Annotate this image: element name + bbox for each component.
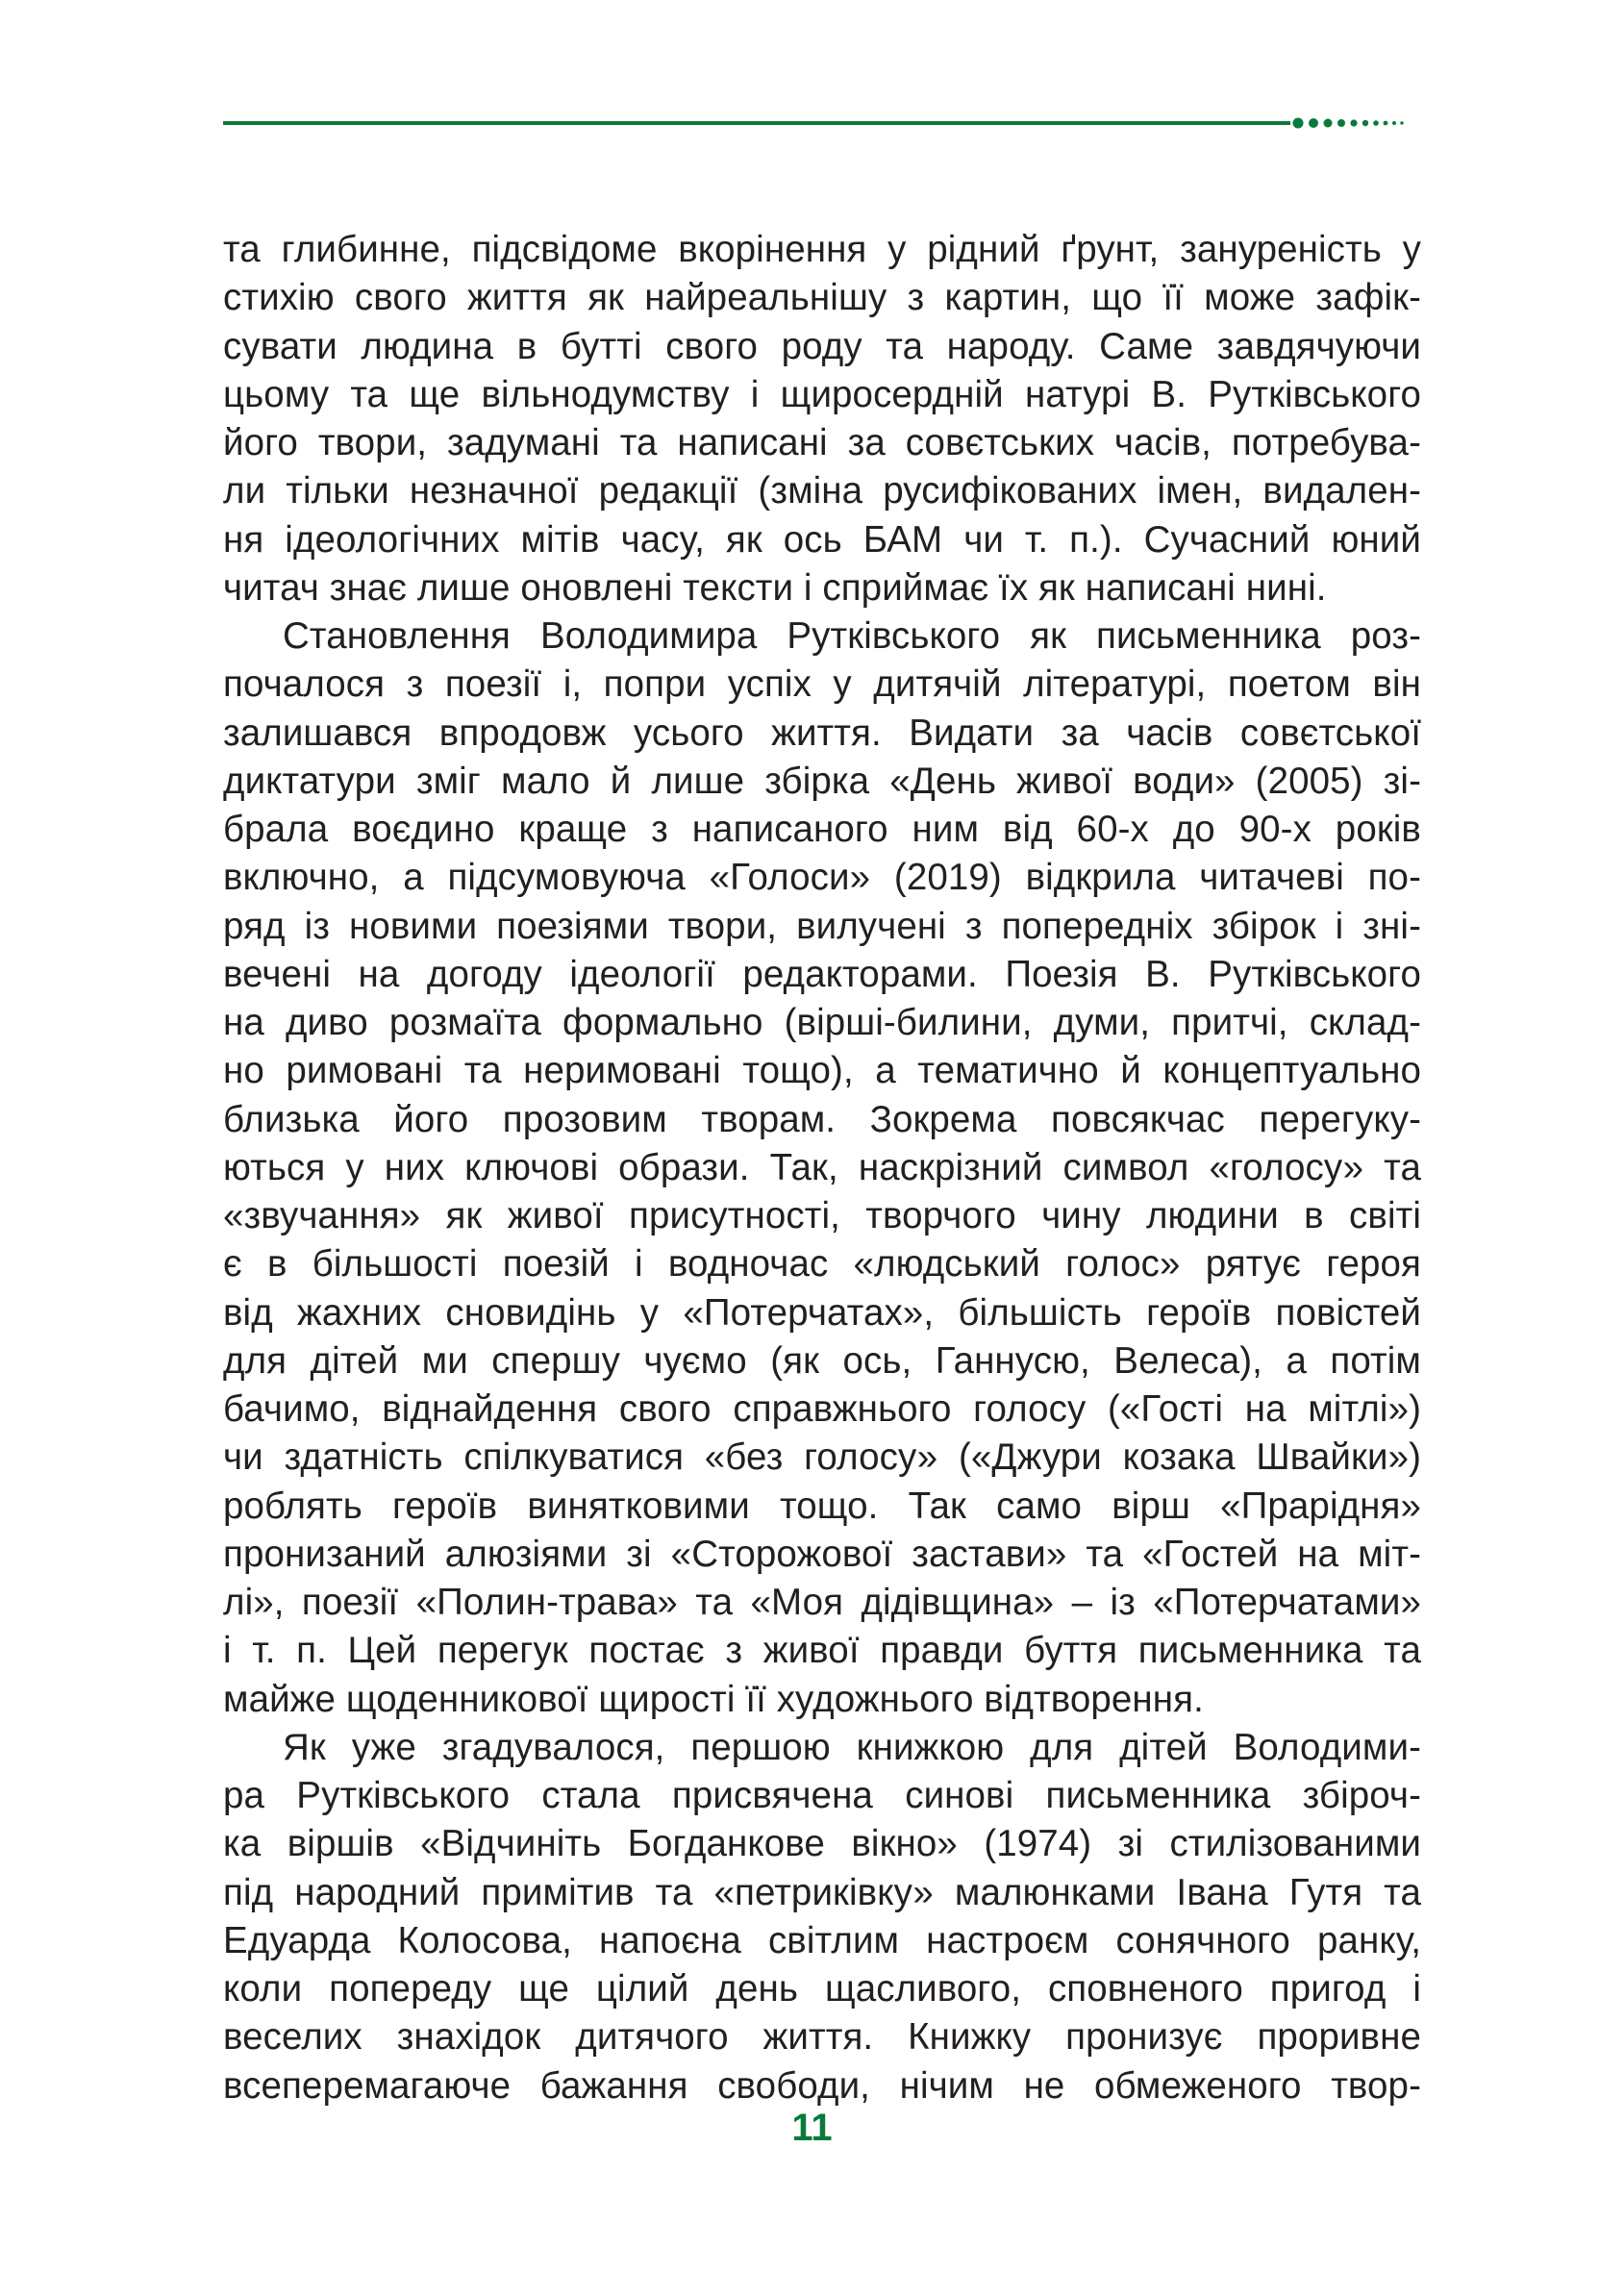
paragraph-2 <box>223 612 1421 1724</box>
text-line: всеперемагаюче бажання свободи, нічим не обмеженого твор- <box>223 2064 1421 2107</box>
text-line: ряд із новими поезіями твори, вилучені з попередніх збірок і зні- <box>223 905 1421 947</box>
text-line: сувати людина в бутті свого роду та народу. Саме завдячуючи <box>223 325 1421 367</box>
text-line: веселих знахідок дитячого життя. Книжку пронизує проривне <box>223 2016 1421 2059</box>
text-line: пронизаний алюзіями зі «Сторожової застави» та «Гостей на міт- <box>223 1533 1421 1575</box>
text-line: ра Рутківського стала присвячена синові письменника збіроч- <box>223 1775 1421 1816</box>
text-line: включно, а підсумовуюча «Голоси» (2019) відкрила читачеві по- <box>223 857 1421 899</box>
text-line: ли тільки незначної редакції (зміна русифікованих імен, видален- <box>223 470 1421 512</box>
text-line: цьому та ще вільнодумству і щиросердній натурі В. Рутківського <box>223 373 1421 415</box>
header-rule <box>223 113 1624 133</box>
text-line: лі», поезії «Полин-трава» та «Моя дідівщина» – із «Потерчатами» <box>223 1582 1421 1623</box>
text-line: роблять героїв винятковими тощо. Так само вірш «Прарідня» <box>223 1485 1421 1527</box>
text-line: і т. п. Цей перегук постає з живої правди буття письменника та <box>223 1630 1421 1672</box>
text-line: чи здатність спілкуватися «без голосу» («Джури козака Швайки») <box>223 1436 1421 1479</box>
paragraph-1 <box>223 226 1421 612</box>
text-line: брала воєдино краще з написаного ним від 60-х до 90-х років <box>223 809 1421 850</box>
text-line: та глибинне, підсвідоме вкорінення у рідний ґрунт, зануреність у <box>223 229 1421 270</box>
text-line: диктатури зміг мало й лише збірка «День живої води» (2005) зі- <box>223 760 1421 802</box>
text-line: но римовані та неримовані тощо), а тематично й концептуально <box>223 1050 1421 1092</box>
text-line: під народний примітив та «петриківку» малюнками Івана Гутя та <box>223 1871 1421 1913</box>
text-line: є в більшості поезій і водночас «людський голос» рятує героя <box>223 1243 1421 1286</box>
text-line: коли попереду ще цілий день щасливого, сповненого пригод і <box>223 1968 1421 2010</box>
text-line: вечені на догоду ідеології редакторами. Поезія В. Рутківського <box>223 953 1421 995</box>
text-line: його твори, задумані та написані за совєтських часів, потребува- <box>223 422 1421 463</box>
text-line: ня ідеологічних мітів часу, як ось БАМ чи т. п.). Сучасний юний <box>223 518 1421 561</box>
text-line: Становлення Володимира Рутківського як письменника роз- <box>283 615 1421 657</box>
text-line: майже щоденникової щирості її художнього відтворення. <box>223 1678 1204 1720</box>
text-line: бачимо, віднайдення свого справжнього голосу («Гості на мітлі») <box>223 1388 1421 1430</box>
text-line: почалося з поезії і, попри успіх у дитячій літературі, поетом він <box>223 663 1421 706</box>
paragraph-3 <box>223 1724 1421 2110</box>
text-line: від жахних сновидінь у «Потерчатах», більшість героїв повістей <box>223 1291 1421 1334</box>
text-line: читач знає лише оновлені тексти і сприймає їх як написані нині. <box>223 566 1327 609</box>
text-line: залишався впродовж усього життя. Видати за часів совєтської <box>223 712 1421 754</box>
page-body <box>223 226 1421 2110</box>
text-line: ються у них ключові образи. Так, наскрізний символ «голосу» та <box>223 1146 1421 1188</box>
header-dots <box>1292 113 1437 133</box>
page-number: 11 <box>791 2107 833 2149</box>
text-line: ка віршів «Відчиніть Богданкове вікно» (1974) зі стилізованими <box>223 1823 1421 1865</box>
text-line: Едуарда Колосова, напоєна світлим настроєм сонячного ранку, <box>223 1919 1421 1961</box>
text-line: Як уже згадувалося, першою книжкою для дітей Володими- <box>283 1726 1421 1768</box>
header-line <box>223 121 1290 125</box>
text-line: близька його прозовим творам. Зокрема повсякчас перегуку- <box>223 1098 1421 1140</box>
text-line: для дітей ми спершу чуємо (як ось, Ганнусю, Велеса), а потім <box>223 1339 1421 1382</box>
text-line: стихію свого життя як найреальнішу з картин, що її може зафік- <box>223 277 1421 319</box>
text-line: на диво розмаїта формально (вірші-билини, думи, притчі, склад- <box>223 1002 1421 1043</box>
text-line: «звучання» як живої присутності, творчого чину людини в світі <box>223 1195 1421 1236</box>
